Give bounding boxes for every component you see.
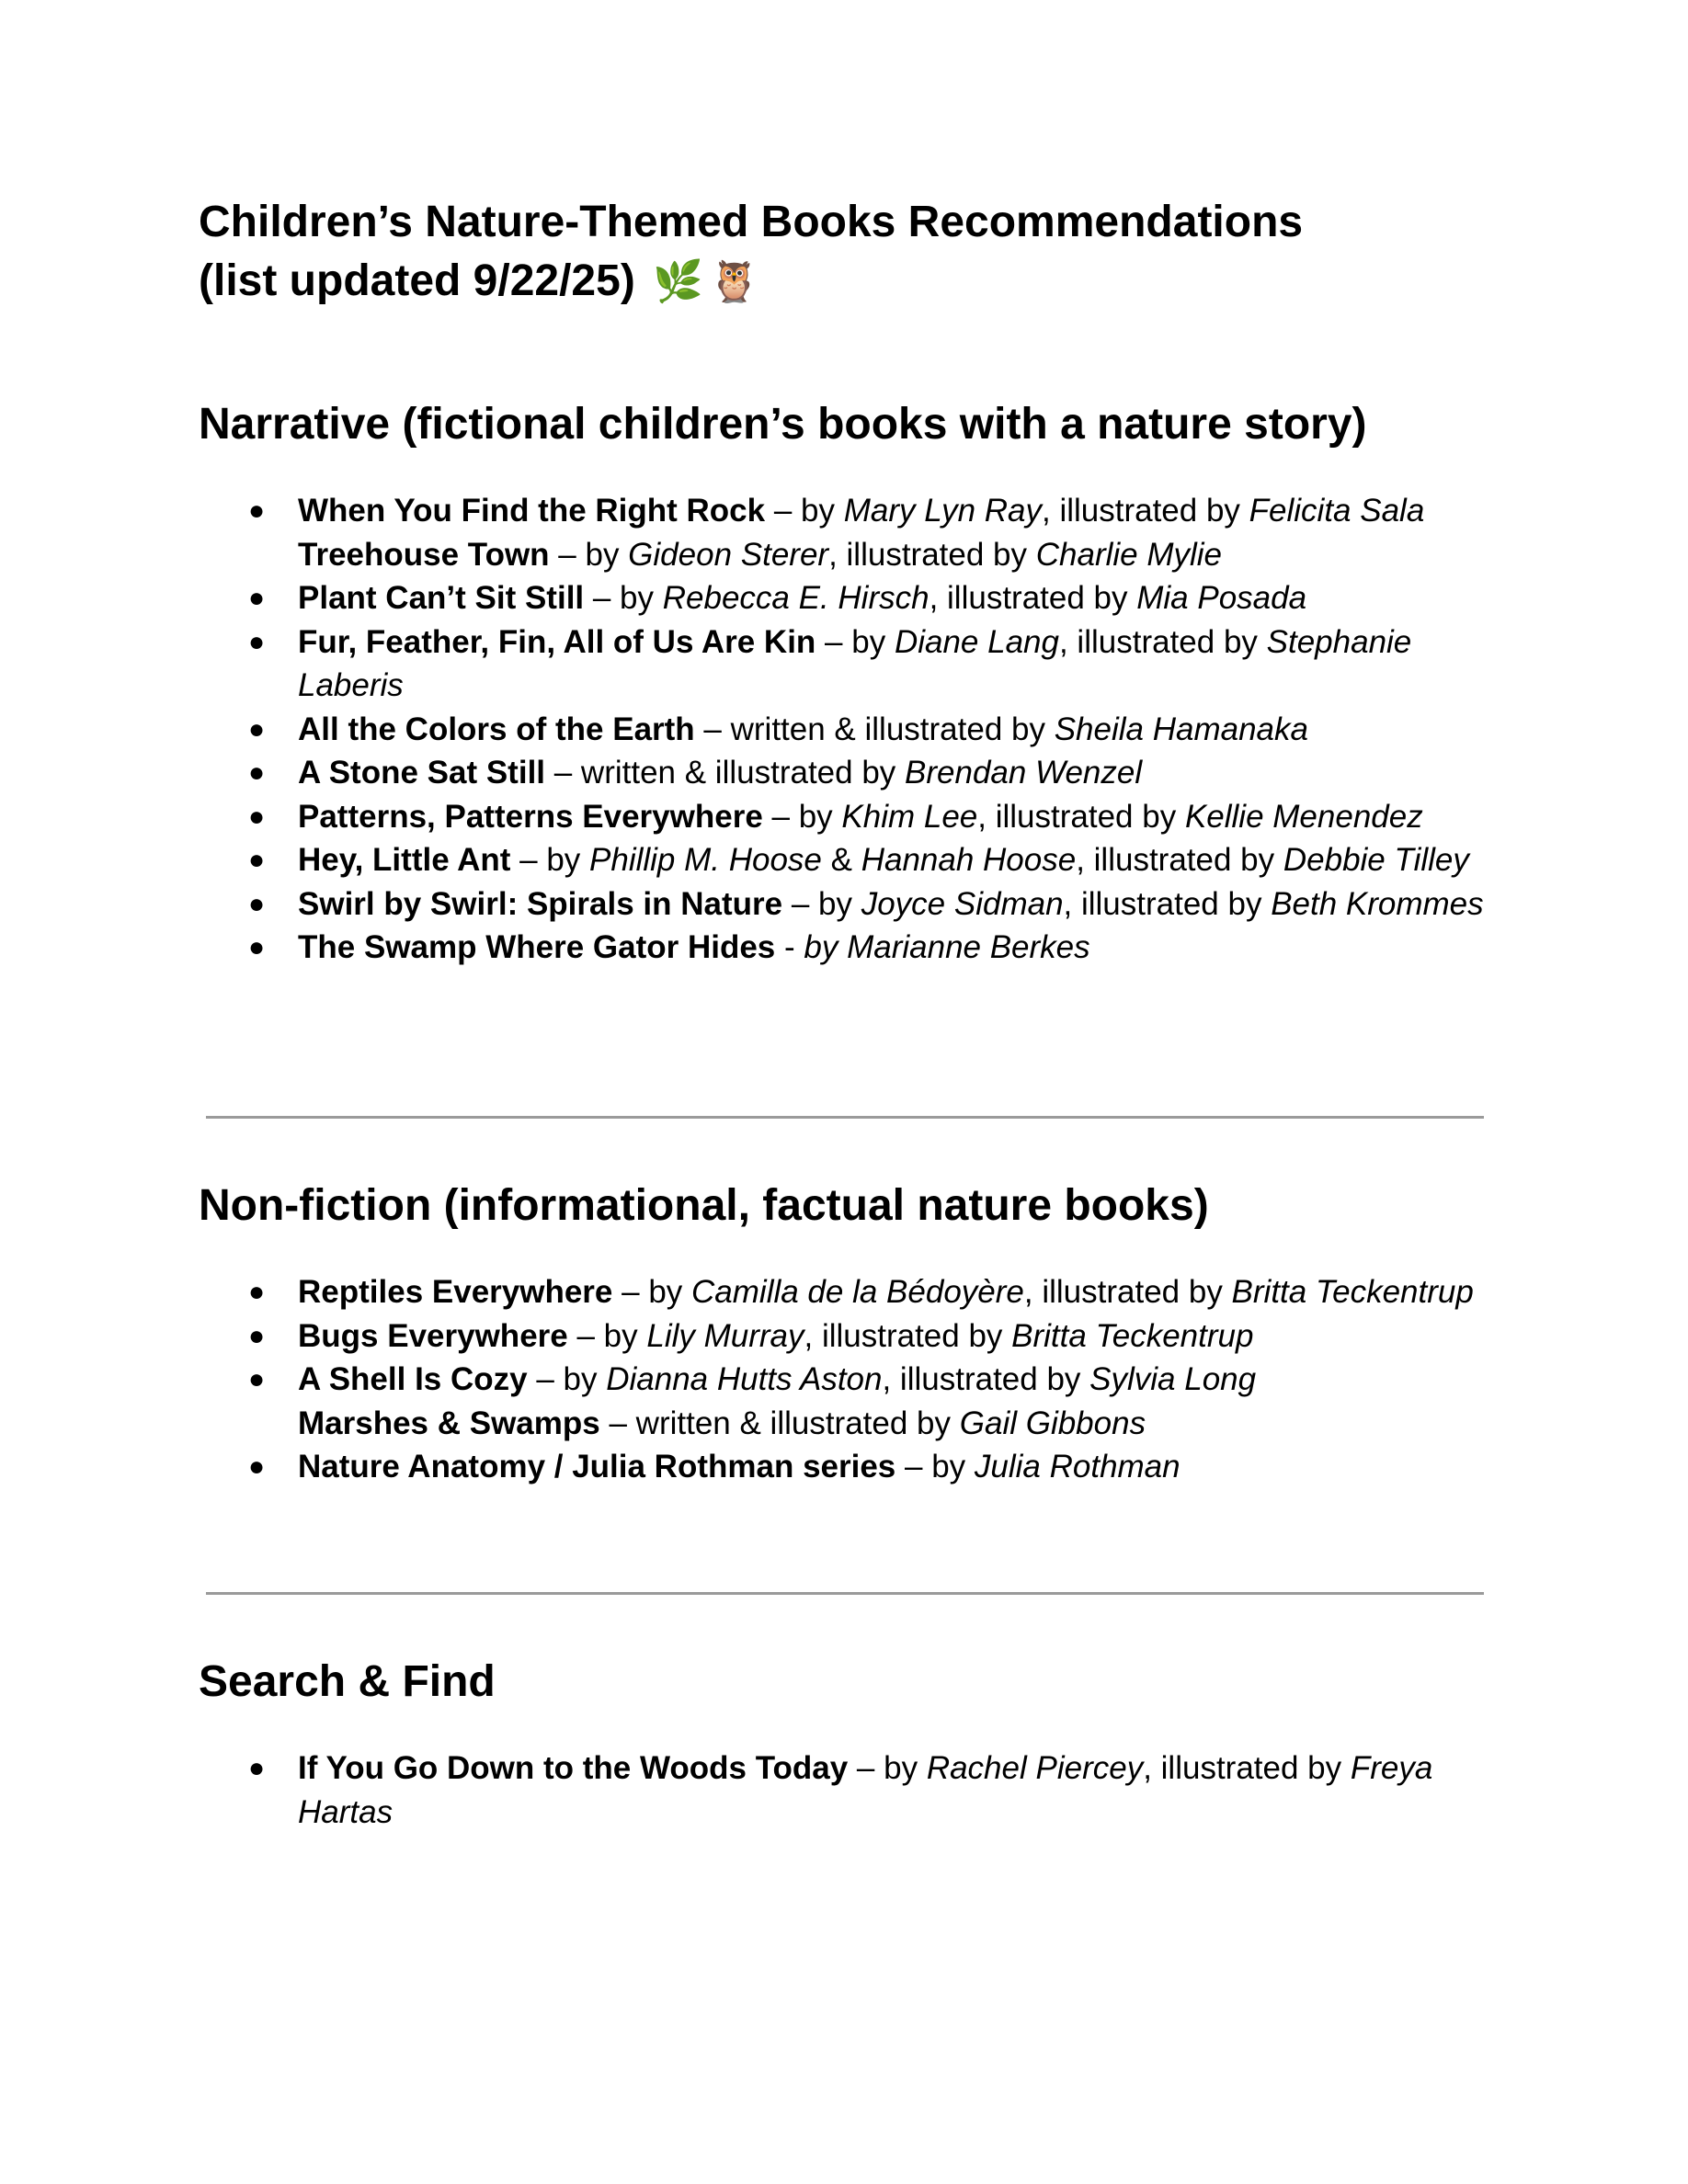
book-author: Gideon Sterer [628,536,829,573]
credit-text: , illustrated by [1143,1750,1351,1786]
book-list-item [0,1270,1688,1314]
bullet-icon: ● [248,1364,266,1394]
book-title: A Shell Is Cozy [298,1361,528,1397]
bullet-icon: ● [248,845,266,875]
book-list-item [0,576,1688,620]
book-title: Plant Can’t Sit Still [298,580,585,616]
book-title: Nature Anatomy / Julia Rothman series [298,1449,896,1484]
bullet-icon: ● [248,1277,266,1307]
book-list-item [0,795,1688,839]
book-title: A Stone Sat Still [298,755,546,791]
credit-text: , illustrated by [977,798,1185,835]
book-list-item [0,926,1688,970]
bullet-icon: ● [248,888,266,919]
book-author: Dianna Hutts Aston [606,1361,883,1397]
book-author: Khim Lee [841,798,978,835]
book-title: All the Colors of the Earth [298,711,695,747]
credit-text: , illustrated by [882,1361,1090,1397]
book-author: Gail Gibbons [959,1405,1146,1441]
credit-text: – written & illustrated by [545,755,906,791]
book-list-item [0,1314,1688,1359]
search-find-book-list [0,1746,1688,1834]
section-heading-search-find: Search & Find [199,1657,496,1706]
narrative-book-list [0,489,1688,970]
book-author: Julia Rothman [974,1449,1180,1484]
book-list-item [0,1445,1688,1489]
credit-text: – by [848,1750,927,1786]
credit-text: – by [762,798,842,835]
book-title: Hey, Little Ant [298,842,511,878]
credit-text: – by [549,536,629,573]
book-list-item [0,620,1688,708]
credit-text: , illustrated by [1058,623,1267,660]
document-title [199,193,1532,312]
book-author: Brendan Wenzel [905,755,1143,791]
bullet-icon: ● [248,1753,266,1783]
book-title: Marshes & Swamps [298,1405,600,1441]
book-author: Lily Murray [646,1317,804,1354]
section-divider [206,1592,1484,1595]
book-list-item [0,751,1688,795]
section-divider [206,1116,1484,1119]
book-illustrator: Mia Posada [1136,580,1307,616]
owl-icon: 🦉 [708,259,759,304]
credit-text: & [821,842,861,878]
book-list-item [0,1746,1688,1834]
bullet-icon: ● [248,583,266,613]
book-illustrator: Beth Krommes [1271,885,1484,922]
book-author: Sheila Hamanaka [1054,711,1308,747]
bullet-icon: ● [248,801,266,832]
credit-text: – by [895,1449,975,1484]
book-list-item [0,708,1688,752]
book-author: Rebecca E. Hirsch [662,580,930,616]
book-title: Fur, Feather, Fin, All of Us Are Kin [298,623,816,660]
book-illustrator: Britta Teckentrup [1011,1317,1254,1354]
book-title: Bugs Everywhere [298,1317,568,1354]
book-list-item [0,838,1688,882]
bullet-icon: ● [248,1451,266,1482]
section-heading-narrative: Narrative (fictional children’s books with a nature story) [199,400,1367,449]
book-title: Swirl by Swirl: Spirals in Nature [298,885,783,922]
book-author: Diane Lang [894,623,1059,660]
book-list-item [0,1358,1688,1402]
book-title: If You Go Down to the Woods Today [298,1750,849,1786]
book-title: When You Find the Right Rock [298,493,766,529]
book-illustrator: Charlie Mylie [1035,536,1223,573]
credit-text: – by [567,1317,647,1354]
book-illustrator: Felicita Sala [1249,493,1425,529]
book-author: Phillip M. Hoose [589,842,822,878]
book-author: Mary Lyn Ray [843,493,1042,529]
bullet-icon: ● [248,713,266,745]
title-date: (list updated 9/22/25) [199,256,635,305]
book-author: Joyce Sidman [861,885,1064,922]
credit-text: - [775,929,804,965]
credit-text: , illustrated by [1076,842,1283,878]
credit-text: , illustrated by [828,536,1036,573]
book-author: Camilla de la Bédoyère [691,1274,1024,1310]
bullet-icon: ● [248,626,266,657]
book-list-item [0,489,1688,533]
nonfiction-book-list [0,1270,1688,1489]
title-line-1: Children’s Nature-Themed Books Recommendations [199,198,1304,246]
book-list-item [0,1402,1688,1446]
book-illustrator: Britta Teckentrup [1231,1274,1474,1310]
book-author: by Marianne Berkes [804,929,1090,965]
credit-text: , illustrated by [1063,885,1272,922]
credit-text: , illustrated by [1042,493,1249,529]
credit-text: – by [612,1274,692,1310]
bullet-icon: ● [248,757,266,788]
book-illustrator: Freya Hartas [298,1750,1433,1830]
credit-text: , illustrated by [929,580,1137,616]
credit-text: – written & illustrated by [599,1405,960,1441]
bullet-icon: ● [248,1320,266,1351]
credit-text: – by [527,1361,607,1397]
book-title: Patterns, Patterns Everywhere [298,798,763,835]
book-illustrator: Debbie Tilley [1283,842,1469,878]
credit-text: – by [584,580,663,616]
bullet-icon: ● [248,932,266,962]
book-title: The Swamp Where Gator Hides [298,929,776,965]
credit-text: – by [765,493,844,529]
credit-text: – written & illustrated by [694,711,1055,747]
title-line-2 [199,252,1532,312]
book-list-item [0,882,1688,927]
book-illustrator: Stephanie Laberis [298,623,1412,703]
book-list-item [0,533,1688,577]
credit-text: – by [815,623,895,660]
credit-text: – by [782,885,861,922]
book-author: Rachel Piercey [926,1750,1144,1786]
book-illustrator: Sylvia Long [1089,1361,1257,1397]
book-title: Treehouse Town [298,536,550,573]
credit-text: , illustrated by [1023,1274,1232,1310]
section-heading-nonfiction: Non-fiction (informational, factual nature books) [199,1181,1209,1230]
book-illustrator: Kellie Menendez [1184,798,1423,835]
bullet-icon: ● [248,495,266,526]
credit-text: – by [510,842,590,878]
leaf-icon: 🌿 [653,259,703,304]
book-author: Hannah Hoose [861,842,1077,878]
book-title: Reptiles Everywhere [298,1274,613,1310]
credit-text: , illustrated by [804,1317,1012,1354]
